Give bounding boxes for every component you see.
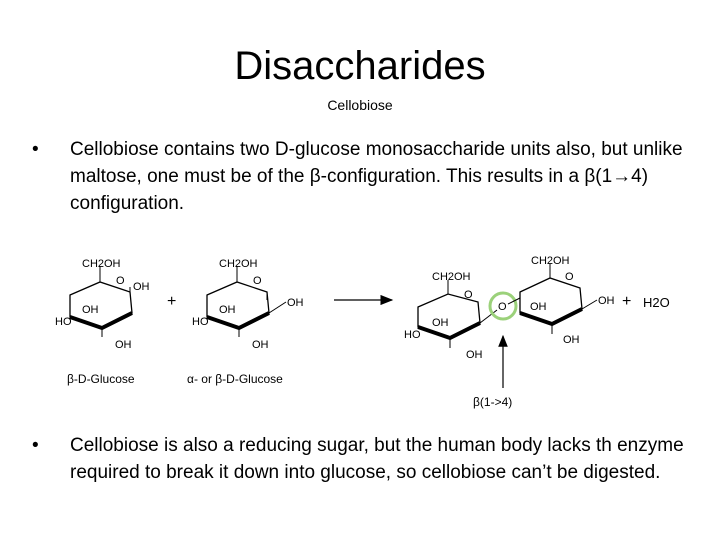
bullet-marker: •: [32, 139, 39, 160]
plus-sign: +: [167, 293, 177, 310]
linkage-label: β(1->4): [473, 395, 513, 409]
bullet-marker: •: [32, 435, 39, 456]
ring-oxygen-label: O: [253, 275, 262, 287]
ring-oxygen-label: O: [116, 275, 125, 287]
ho-label: HO: [55, 316, 72, 328]
oh-label: OH: [466, 349, 483, 361]
oh-label: OH: [287, 297, 304, 309]
oh-label: OH: [563, 334, 580, 346]
plus-sign: +: [622, 293, 632, 310]
caption-alpha-or-beta-d-glucose: α- or β-D-Glucose: [187, 372, 283, 386]
ch2oh-label: CH2OH: [432, 271, 471, 283]
ho-label: HO: [404, 329, 421, 341]
bullet-text: Cellobiose contains two D-glucose monosaccharide units also, but unlike maltose, one must be of the β-configuration. This results in a β(1→4) configuration.: [70, 139, 683, 214]
ch2oh-label: CH2OH: [82, 258, 121, 270]
oh-label: OH: [598, 295, 615, 307]
ch2oh-label: CH2OH: [531, 255, 570, 267]
oh-label: OH: [115, 339, 132, 351]
cellobiose-ring-right: [508, 264, 597, 334]
slide-subtitle: Cellobiose: [327, 97, 393, 113]
oh-label: OH: [219, 304, 236, 316]
oh-label: OH: [133, 281, 150, 293]
ring-oxygen-label: O: [565, 271, 574, 283]
glycosidic-oxygen-label: O: [498, 301, 507, 313]
oh-label: OH: [432, 317, 449, 329]
cellobiose-reaction-diagram: [0, 240, 720, 420]
oh-label: OH: [82, 304, 99, 316]
caption-beta-d-glucose: β-D-Glucose: [67, 372, 135, 386]
cellobiose-ring-left: [418, 280, 497, 348]
water-label: H2O: [643, 295, 670, 310]
ho-label: HO: [192, 316, 209, 328]
glucose-ring-middle: [207, 266, 286, 337]
ring-oxygen-label: O: [464, 289, 473, 301]
oh-label: OH: [252, 339, 269, 351]
bullet-text: Cellobiose is also a reducing sugar, but the human body lacks th enzyme required to break it down into glucose, so cellobiose can’t be digested.: [70, 435, 684, 483]
slide-title: Disaccharides: [234, 44, 486, 88]
ch2oh-label: CH2OH: [219, 258, 258, 270]
oh-label: OH: [530, 301, 547, 313]
